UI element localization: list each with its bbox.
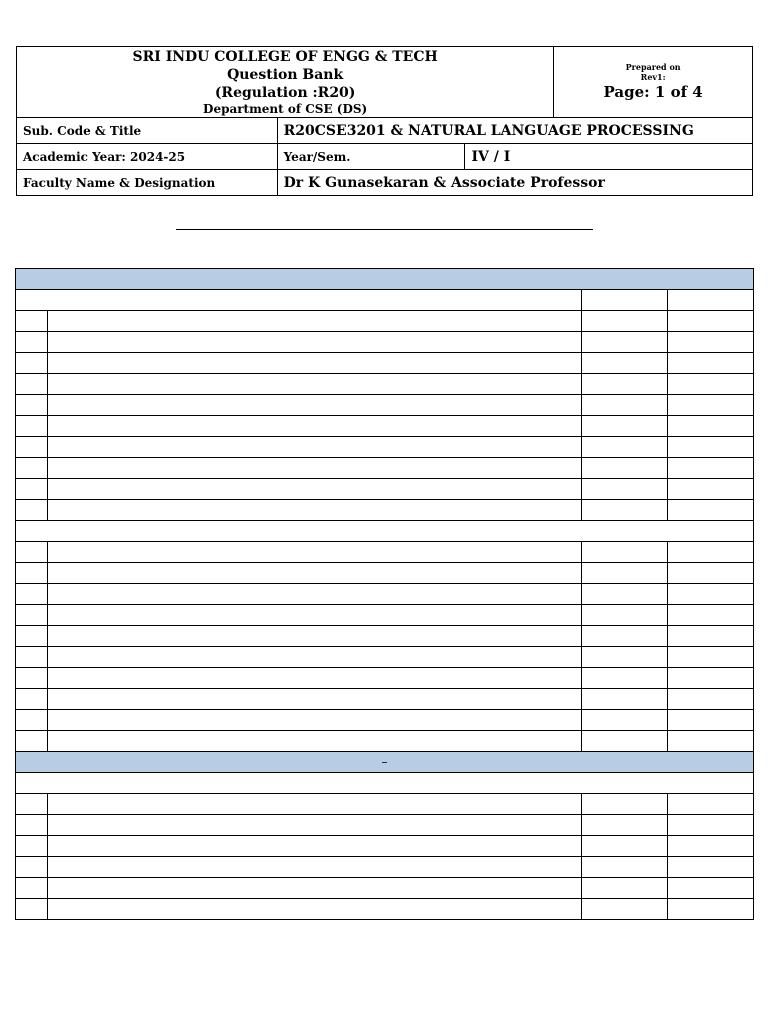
question-number-cell	[16, 458, 48, 479]
co-cell	[668, 878, 754, 899]
question-row	[16, 710, 754, 731]
marks-cell	[582, 857, 668, 878]
question-text-cell	[48, 416, 582, 437]
question-row	[16, 836, 754, 857]
question-text-cell	[48, 374, 582, 395]
question-row	[16, 584, 754, 605]
question-number-cell	[16, 647, 48, 668]
question-row	[16, 311, 754, 332]
question-text-cell	[48, 878, 582, 899]
question-number-cell	[16, 899, 48, 920]
revision: Rev1:	[640, 72, 666, 82]
question-number-cell	[16, 416, 48, 437]
question-number-cell	[16, 794, 48, 815]
question-row	[16, 899, 754, 920]
question-number-cell	[16, 563, 48, 584]
co-cell	[668, 458, 754, 479]
question-text-cell	[48, 311, 582, 332]
co-cell	[668, 605, 754, 626]
marks-cell	[582, 731, 668, 752]
question-text-cell	[48, 584, 582, 605]
part-b-heading-band	[16, 752, 754, 773]
year-sem-label: Year/Sem.	[277, 144, 465, 170]
marks-cell	[582, 647, 668, 668]
question-row	[16, 731, 754, 752]
question-text-cell	[48, 899, 582, 920]
marks-cell	[582, 689, 668, 710]
marks-cell	[582, 605, 668, 626]
marks-cell	[582, 563, 668, 584]
question-number-cell	[16, 689, 48, 710]
question-number-cell	[16, 857, 48, 878]
marks-cell	[582, 353, 668, 374]
question-row	[16, 395, 754, 416]
marks-cell	[582, 542, 668, 563]
co-cell	[668, 836, 754, 857]
co-cell	[668, 584, 754, 605]
question-rows-section-2	[16, 542, 754, 752]
part-b-subheading-row	[16, 773, 754, 794]
question-number-cell	[16, 374, 48, 395]
co-cell	[668, 479, 754, 500]
question-text-cell	[48, 437, 582, 458]
marks-cell	[582, 836, 668, 857]
question-text-cell	[48, 332, 582, 353]
question-row	[16, 878, 754, 899]
question-number-cell	[16, 479, 48, 500]
sub-code-label: Sub. Code & Title	[17, 118, 278, 144]
marks-cell	[582, 374, 668, 395]
question-number-cell	[16, 668, 48, 689]
question-text-cell	[48, 605, 582, 626]
co-cell	[668, 500, 754, 521]
prepared-cell	[554, 47, 753, 118]
marks-cell	[582, 479, 668, 500]
question-text-cell	[48, 626, 582, 647]
question-row	[16, 668, 754, 689]
marks-cell	[582, 668, 668, 689]
question-text-cell	[48, 794, 582, 815]
marks-cell	[582, 311, 668, 332]
question-row	[16, 479, 754, 500]
marks-cell	[582, 332, 668, 353]
co-cell	[668, 731, 754, 752]
co-cell	[668, 647, 754, 668]
department: Department of CSE (DS)	[203, 102, 368, 116]
co-cell	[668, 332, 754, 353]
question-row	[16, 605, 754, 626]
page-number: Page: 1 of 4	[603, 83, 703, 101]
question-row	[16, 542, 754, 563]
question-row	[16, 647, 754, 668]
prepared-on: Prepared on	[625, 62, 681, 72]
marks-cell	[582, 437, 668, 458]
question-row	[16, 815, 754, 836]
question-row	[16, 689, 754, 710]
question-number-cell	[16, 710, 48, 731]
co-cell	[668, 542, 754, 563]
question-number-cell	[16, 626, 48, 647]
question-number-cell	[16, 815, 48, 836]
question-text-cell	[48, 647, 582, 668]
co-cell	[668, 374, 754, 395]
marks-cell	[582, 500, 668, 521]
question-text-cell	[48, 731, 582, 752]
question-text-cell	[48, 668, 582, 689]
co-cell	[668, 815, 754, 836]
co-cell	[668, 857, 754, 878]
question-text-cell	[48, 815, 582, 836]
question-text-cell	[48, 836, 582, 857]
question-number-cell	[16, 878, 48, 899]
subsection-row	[16, 521, 754, 542]
question-number-cell	[16, 395, 48, 416]
question-rows-section-3	[16, 794, 754, 920]
marks-cell	[582, 815, 668, 836]
question-number-cell	[16, 311, 48, 332]
marks-cell	[582, 395, 668, 416]
marks-cell	[582, 878, 668, 899]
co-cell	[668, 353, 754, 374]
co-cell	[668, 668, 754, 689]
sub-code-value: R20CSE3201 & NATURAL LANGUAGE PROCESSING	[277, 118, 752, 144]
question-text-cell	[48, 689, 582, 710]
co-cell	[668, 416, 754, 437]
academic-year: Academic Year: 2024-25	[17, 144, 278, 170]
question-row	[16, 374, 754, 395]
question-number-cell	[16, 584, 48, 605]
question-text-cell	[48, 542, 582, 563]
question-row	[16, 563, 754, 584]
co-cell	[668, 899, 754, 920]
co-cell	[668, 794, 754, 815]
document-type: Question Bank	[227, 67, 344, 83]
co-cell	[668, 710, 754, 731]
marks-cell	[582, 794, 668, 815]
question-number-cell	[16, 353, 48, 374]
college-name: SRI INDU COLLEGE OF ENGG & TECH	[132, 49, 438, 65]
year-sem-value: IV / I	[465, 144, 753, 170]
marks-cell	[582, 458, 668, 479]
college-title-cell	[17, 47, 554, 118]
question-table	[15, 268, 754, 920]
part-a-heading-band	[16, 269, 754, 290]
question-number-cell	[16, 605, 48, 626]
title-underline	[176, 229, 593, 230]
header-table	[16, 46, 753, 196]
question-row	[16, 458, 754, 479]
faculty-value: Dr K Gunasekaran & Associate Professor	[277, 170, 752, 196]
co-cell	[668, 563, 754, 584]
question-number-cell	[16, 500, 48, 521]
question-row	[16, 794, 754, 815]
co-cell	[668, 437, 754, 458]
marks-cell	[582, 416, 668, 437]
question-number-cell	[16, 542, 48, 563]
question-text-cell	[48, 500, 582, 521]
question-row	[16, 626, 754, 647]
question-row	[16, 353, 754, 374]
regulation: (Regulation :R20)	[214, 85, 356, 101]
marks-cell	[582, 710, 668, 731]
question-text-cell	[48, 395, 582, 416]
question-number-cell	[16, 437, 48, 458]
question-text-cell	[48, 563, 582, 584]
question-row	[16, 857, 754, 878]
question-row	[16, 437, 754, 458]
question-number-cell	[16, 836, 48, 857]
co-cell	[668, 626, 754, 647]
faculty-label: Faculty Name & Designation	[17, 170, 278, 196]
column-header-row	[16, 290, 754, 311]
question-text-cell	[48, 353, 582, 374]
question-number-cell	[16, 731, 48, 752]
question-row	[16, 500, 754, 521]
marks-cell	[582, 626, 668, 647]
marks-cell	[582, 584, 668, 605]
co-cell	[668, 311, 754, 332]
co-cell	[668, 689, 754, 710]
question-row	[16, 332, 754, 353]
part-b-dash: –	[381, 755, 388, 769]
question-text-cell	[48, 479, 582, 500]
question-text-cell	[48, 857, 582, 878]
question-text-cell	[48, 710, 582, 731]
question-text-cell	[48, 458, 582, 479]
co-cell	[668, 395, 754, 416]
question-number-cell	[16, 332, 48, 353]
question-row	[16, 416, 754, 437]
question-rows-section-1	[16, 311, 754, 521]
marks-cell	[582, 899, 668, 920]
